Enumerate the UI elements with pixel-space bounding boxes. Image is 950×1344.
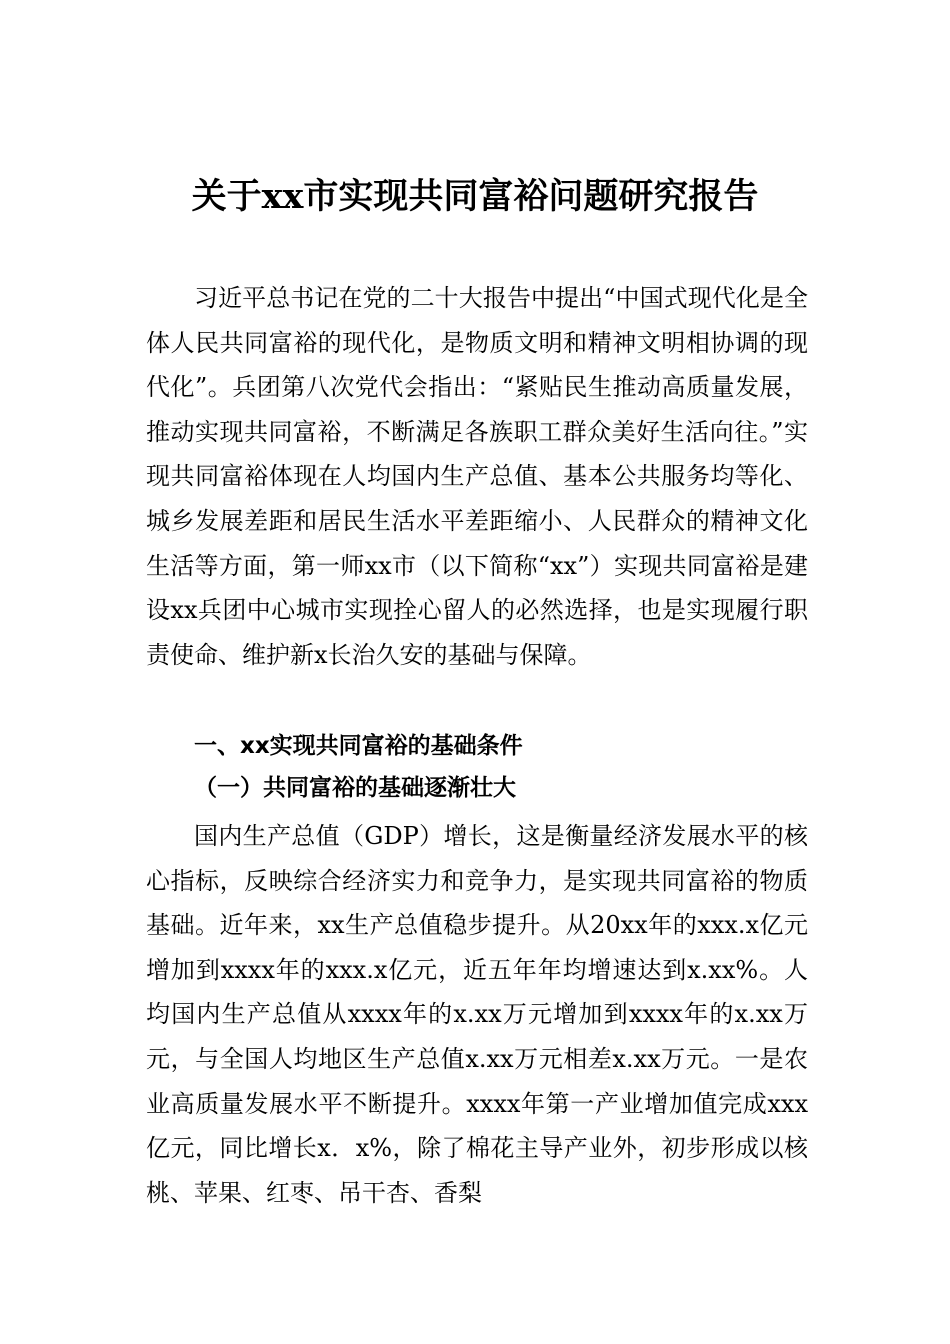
subsection-heading: （一）共同富裕的基础逐渐壮大 bbox=[194, 774, 516, 801]
body-paragraph: 国内生产总值（GDP）增长，这是衡量经济发展水平的核心指标，反映综合经济实力和竞争力，是实现共同富裕的物质基础。近年来，xx生产总值稳步提升。从20xx年的xxx.x亿元增加到xxxx年的xxx.x亿元，近五年年均增速达到x.xx%。人均国内生产总值从xxxx年的x.xx万元增加到xxxx年的x.xx万元，与全国人均地区生产总值x.xx万元相差x.xx万元。一是农业高质量发展水平不断提升。xxxx年第一产业增加值完成xxx亿元，同比增长x．x%，除了棉花主导产业外，初步形成以核桃、苹果、红枣、吊干杏、香梨 bbox=[146, 822, 808, 1207]
document-title: 关于xx市实现共同富裕问题研究报告 bbox=[191, 176, 759, 217]
section-heading: 一、xx实现共同富裕的基础条件 bbox=[194, 733, 523, 759]
intro-paragraph: 习近平总书记在党的二十大报告中提出“中国式现代化是全体人民共同富裕的现代化，是物质文明和精神文明相协调的现代化”。兵团第八次党代会指出：“紧贴民生推动高质量发展，推动实现共同富裕，不断满足各族职工群众美好生活向往。”实现共同富裕体现在人均国内生产总值、基本公共服务均等化、城乡发展差距和居民生活水平差距缩小、人民群众的精神文化生活等方面，第一师xx市（以下简称“xx”）实现共同富裕是建设xx兵团中心城市实现拴心留人的必然选择，也是实现履行职责使命、维护新x长治久安的基础与保障。 bbox=[146, 284, 808, 669]
